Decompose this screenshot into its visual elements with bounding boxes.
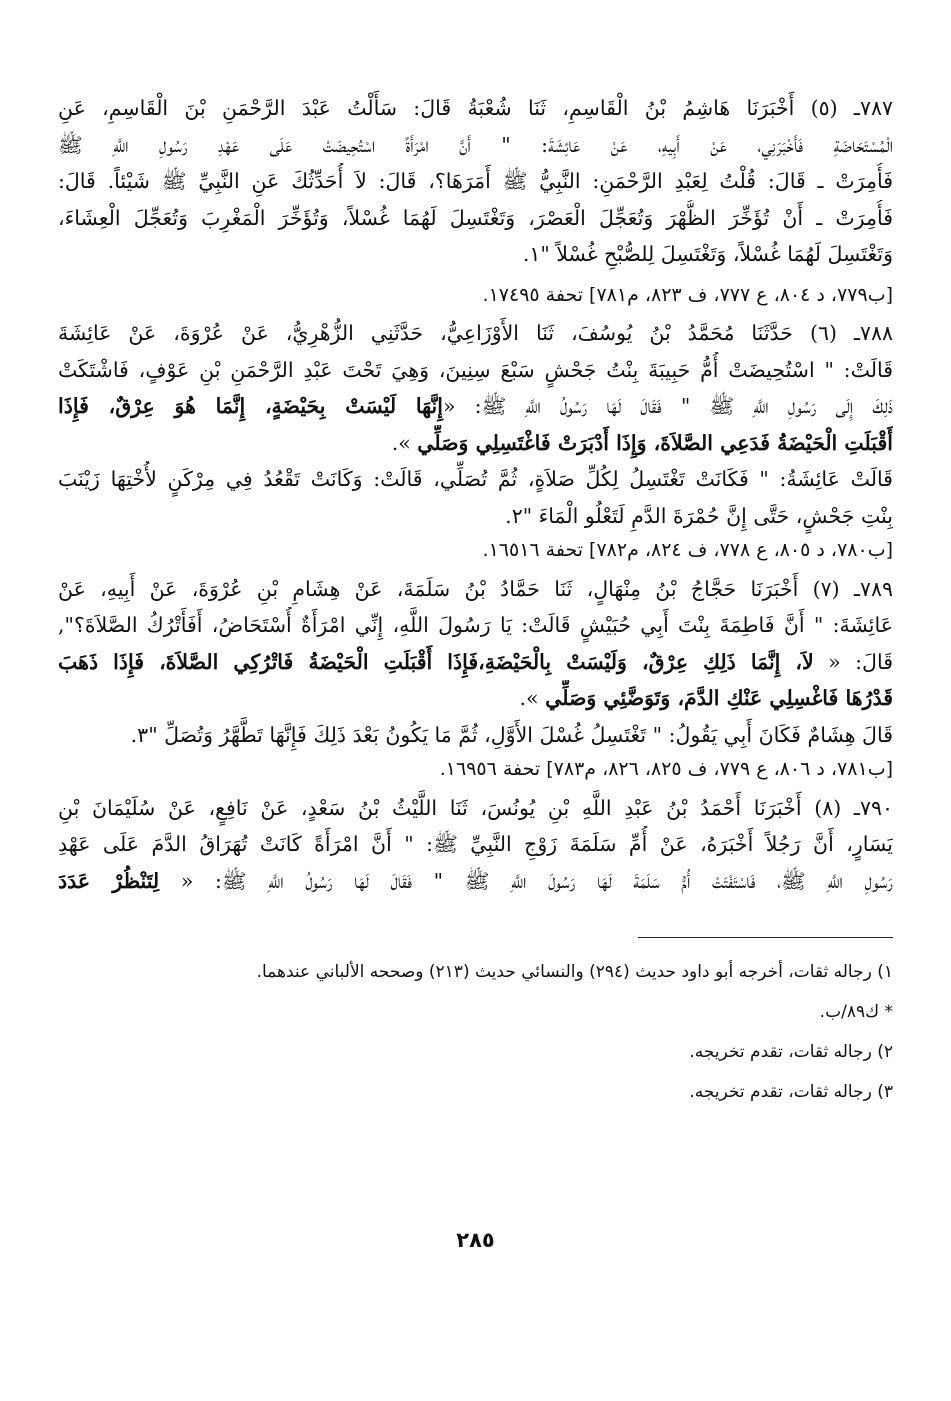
footnotes xyxy=(58,952,893,1112)
text-segment: ». xyxy=(519,686,546,710)
text-line: فَأُمِرَتْ ـ قَالَ: قُلْتُ لِعَبْدِ الرَّحْمَنِ: النَّبِيُّ ﷺ أَمَرَهَا؟، قَالَ: لاَ أُحَدِّثُكَ عَنِ النَّبِيِّ ﷺ شَيْئاً. قَالَ: xyxy=(58,169,893,193)
text-line: ٧٨٨ـ (٦) حَدَّثَنَا مُحَمَّدُ بْنُ يُوسُفَ، ثَنَا الأَوْزَاعِيُّ، حَدَّثَنِي الزُّهْرِيُّ، عَنْ عُرْوَةَ، عَنْ عَائِشَةَ xyxy=(58,321,893,345)
text-line: فَأُمِرَتْ ـ أَنْ تُؤَخِّرَ الظُّهْرَ وَتُعَجِّلَ الْعَصْرَ، وَتَغْتَسِلَ لَهُمَا غُسْلاً، وَتُؤَخِّرَ الْمَغْرِبَ وَتُعَجِّلَ الْعِشَاءَ، xyxy=(58,205,893,230)
reference-line: [ب٧٧٩، د ٨٠٤، ع ٧٧٧، ف ٨٢٣، م٧٨١] تحفة ١٧٤٩٥. xyxy=(482,283,893,306)
text-line: قَالَتْ: " اسْتُحِيضَتْ أُمُّ حَبِيبَةَ بِنْتُ جَحْشٍ سَبْعَ سِنِينَ، وَهِيَ تَحْتَ عَبْدِ الرَّحْمَنِ بْنِ عَوْفٍ، فَاشْتَكَتْ xyxy=(58,357,893,382)
text-segment: ». xyxy=(391,430,418,455)
footnote: * ك٨٩/ب. xyxy=(819,1002,893,1022)
text-line: يَسَارٍ، أَنَّ رَجُلاً أَخْبَرَهُ، عَنْ أُمِّ سَلَمَةَ زَوْجِ النَّبِيِّ ﷺ: " أَنَّ امْرَأَةً كَانَتْ تُهَرَاقُ الدَّمَ عَلَى عَهْدِ xyxy=(58,832,893,856)
text-segment: قَالَ: « xyxy=(813,649,893,674)
footnote: ١) رجاله ثقات، أخرجه أبو داود حديث (٢٩٤) والنسائي حديث (٢١٣) وصححه الألباني عندهما. xyxy=(256,962,893,982)
prophetic-saying: لِتَنْظُرْ عَدَدَ xyxy=(58,868,160,893)
text-line xyxy=(58,388,893,425)
text-line xyxy=(58,863,893,900)
prophetic-saying: قَدْرُهَا فَاغْسِلِي عَنْكِ الدَّمَ، وَتَوَضَّئِي وَصَلِّي xyxy=(545,686,893,710)
text-line: قَالَ هِشَامٌ فَكَانَ أَبِي يَقُولُ: " تَغْتَسِلُ غُسْلَ الأَوَّلِ، ثُمَّ مَا يَكُونُ بَعْدَ ذَلِكَ فَإِنَّهَا تَطَّهَّرُ وَتُصَلِّ "٣. xyxy=(130,722,893,747)
reference-line: [ب٧٨١، د ٨٠٦، ع ٧٧٩، ف ٨٢٥، ٨٢٦، م٧٨٣] تحفة ١٦٩٥٦. xyxy=(439,758,893,780)
hadith-789 xyxy=(58,571,893,790)
text-line xyxy=(58,425,893,462)
prophetic-saying: إِنَّهَا لَيْسَتْ بِحَيْضَةٍ، إِنَّمَا هُوَ عِرْقٌ، فَإِذَا xyxy=(58,394,443,418)
text-segment: ذَلِكَ إِلَى رَسُولِ اللَّهِ ﷺ " فَقَالَ لَهَا رَسُولُ اللَّهِ ﷺ: « xyxy=(442,394,893,418)
footnote: ٢) رجاله ثقات، تقدم تخريجه. xyxy=(689,1042,893,1062)
text-line xyxy=(58,644,893,681)
text-line xyxy=(58,680,893,717)
text-line: ٧٩٠ـ (٨) أَخْبَرَنَا أَحْمَدُ بْنُ عَبْدِ اللَّهِ بْنِ يُونُسَ، ثَنَا اللَّيْثُ بْنُ سَعْدٍ، عَنْ نَافِعٍ، عَنْ سُلَيْمَانَ بْنِ xyxy=(58,795,893,820)
hadith-787 xyxy=(58,90,893,315)
text-line: ٧٨٧ـ (٥) أَخْبَرَنَا هَاشِمُ بْنُ الْقَاسِمِ، ثَنَا شُعْبَةُ قَالَ: سَأَلْتُ عَبْدَ الرَّحْمَنِ بْنَ الْقَاسِمِ، عَنِ xyxy=(58,96,893,120)
text-line: عَائِشَةَ: " أَنَّ فَاطِمَةَ بِنْتَ أَبِي حُبَيْشٍ قَالَتْ: يَا رَسُولَ اللَّهِ، إِنِّي امْرَأَةٌ أُسْتَحَاضُ، أَفَأَتْرُكُ الصَّلاَةَ؟", xyxy=(58,613,893,637)
text-line: قَالَتْ عَائِشَةُ: " فَكَانَتْ تَغْتَسِلُ لِكُلِّ صَلاَةٍ، ثُمَّ تُصَلِّي، قَالَتْ: وَكَانَتْ تَقْعُدُ فِي مِرْكَنٍ لأُخْتِهَا زَيْنَبَ xyxy=(58,467,893,491)
main-text xyxy=(58,90,893,899)
text-line: بِنْتِ جَحْشٍ، حَتَّى إِنَّ حُمْرَةَ الدَّمِ لَتَعْلُو الْمَاءَ "٢. xyxy=(505,503,893,528)
text-line: وَتَغْتَسِلَ لَهُمَا غُسْلاً، وَتَغْتَسِلَ لِلصُّبْحِ غُسْلاً "١. xyxy=(522,242,893,266)
hadith-790 xyxy=(58,790,893,900)
text-segment: رَسُولِ اللَّهِ ﷺ، فَاسْتَفْتَتْ أُمُّ سَلَمَةَ لَهَا رَسُولَ اللَّهِ ﷺ " فَقَالَ لَهَا رَسُولُ اللَّهِ ﷺ: « xyxy=(159,868,893,893)
page-number: ٢٨٥ xyxy=(456,1228,495,1252)
reference-line: [ب٧٨٠، د ٨٠٥، ع ٧٧٨، ف ٨٢٤، م٧٨٢] تحفة ١٦٥١٦. xyxy=(482,539,893,561)
prophetic-saying: لاَ، إِنَّمَا ذَلِكِ عِرْقٌ، وَلَيْسَتْ بِالْحَيْضَةِ،فَإِذَا أَقْبَلَتِ الْحَيْضَةُ فَاتْرُكِي الصَّلاَةَ، فَإِذَا ذَهَبَ xyxy=(58,649,814,674)
hadith-788 xyxy=(58,315,893,571)
footnote-separator xyxy=(638,937,893,938)
text-line: ٧٨٩ـ (٧) أَخْبَرَنَا حَجَّاجُ بْنُ مِنْهَالٍ، ثَنَا حَمَّادُ بْنُ سَلَمَةَ، عَنْ هِشَامِ بْنِ عُرْوَةَ، عَنْ أَبِيهِ، عَنْ xyxy=(58,576,893,601)
footnote: ٣) رجاله ثقات، تقدم تخريجه. xyxy=(689,1082,893,1102)
prophetic-saying: أَقْبَلَتِ الْحَيْضَةُ فَدَعِي الصَّلاَةَ، وَإِذَا أَدْبَرَتْ فَاغْتَسِلِي وَصَلِّي xyxy=(417,430,893,455)
text-line: الْمُسْتَحَاضَةِ فَأَخْبَرَنِي، عَنْ أَبِيهِ، عَنْ عَائِشَةَ: " أَنَّ امْرَأَةً اسْتُحِيضَتْ عَلَى عَهْدِ رَسُولِ اللَّهِ ﷺ xyxy=(58,132,893,157)
